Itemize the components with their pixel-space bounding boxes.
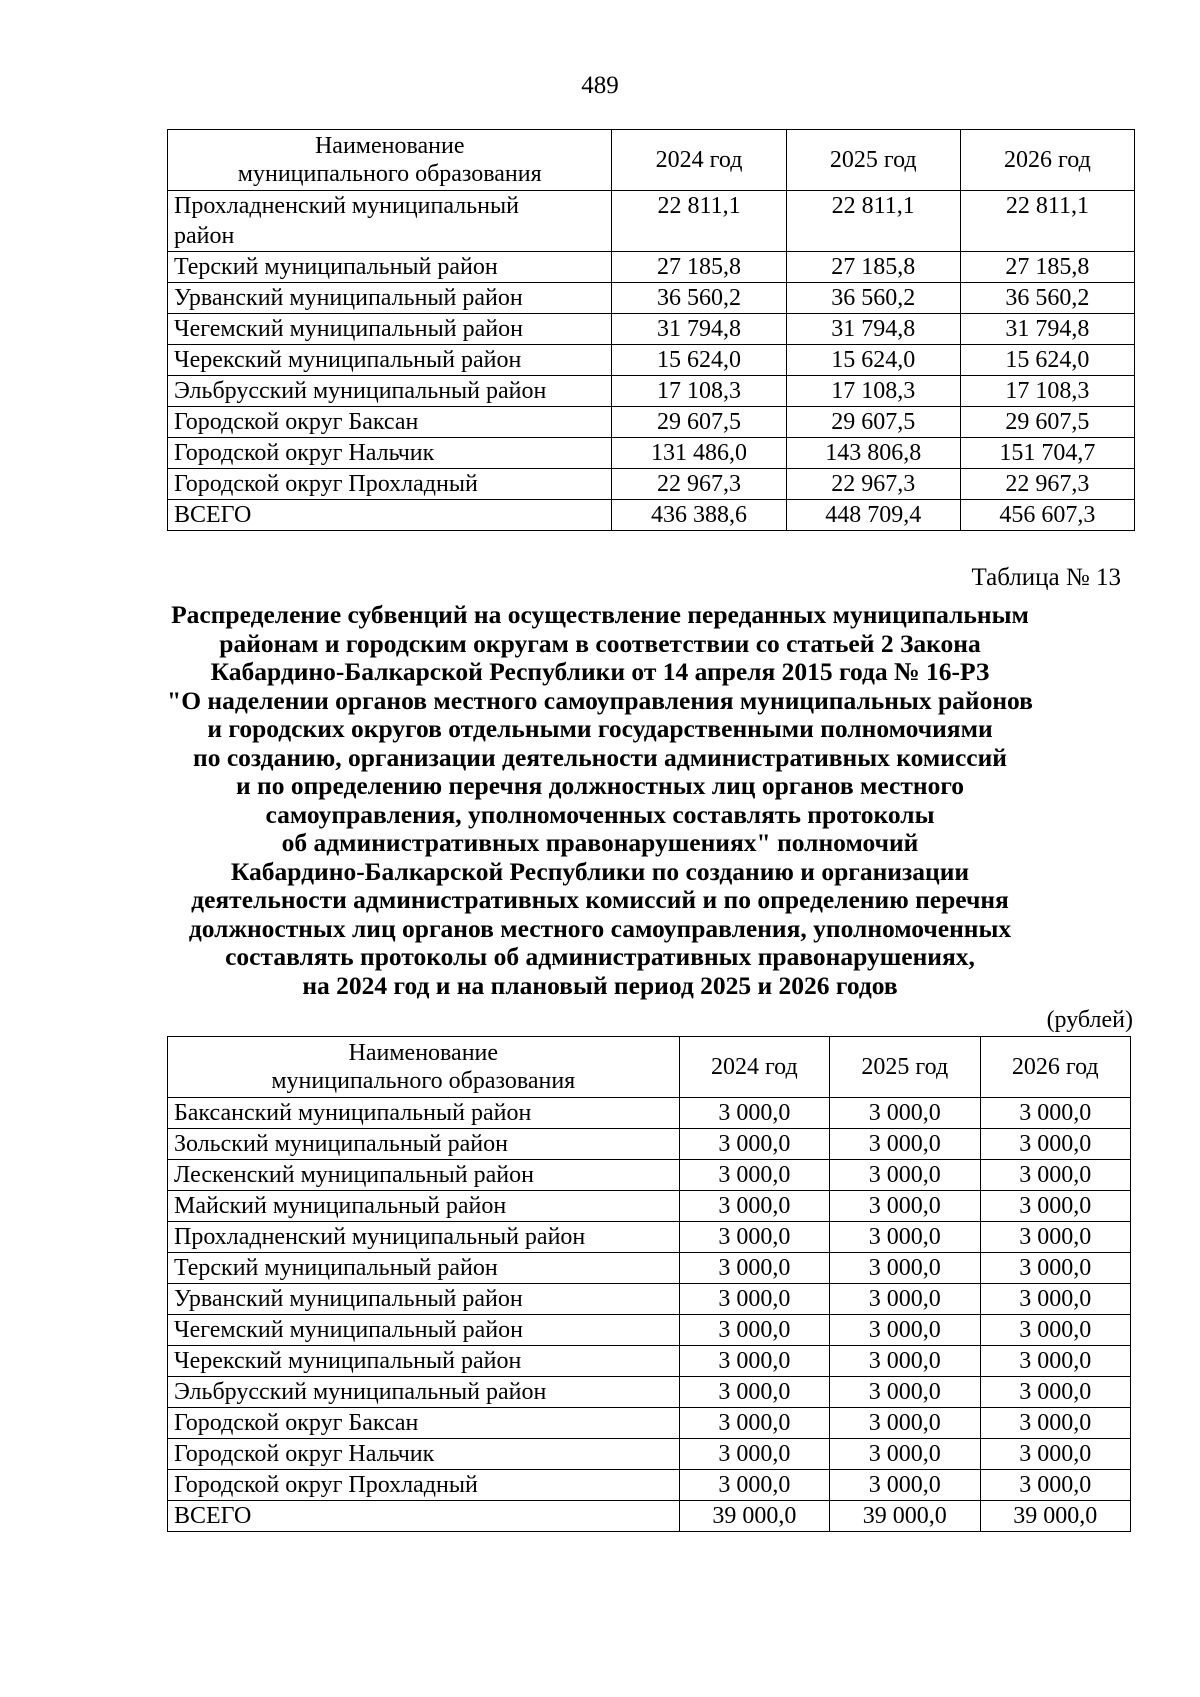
title-line: составлять протоколы об административных правонарушениях, [225,942,975,971]
value-2025-cell: 29 607,5 [786,407,960,438]
value-2024-cell: 3 000,0 [679,1470,829,1501]
value-2025-cell: 3 000,0 [830,1222,980,1253]
table-row [168,376,1135,407]
table-title [120,601,1080,1000]
value-2026-cell: 22 811,1 [960,191,1134,252]
municipality-cell: Городской округ Нальчик [168,1439,680,1470]
title-line: "О наделении органов местного самоуправления муниципальных районов [167,685,1033,715]
value-2026-cell: 3 000,0 [980,1160,1130,1191]
table-body [168,1098,1131,1532]
title-line: Распределение субвенций на осуществление переданных муниципальным [171,600,1029,629]
value-2024-cell: 3 000,0 [679,1129,829,1160]
header-municipality: Наименование муниципального образования [168,1037,680,1098]
value-2024-cell: 3 000,0 [679,1191,829,1222]
value-2026-cell: 3 000,0 [980,1470,1130,1501]
municipality-cell: Терский муниципальный район [168,252,612,283]
value-2025-cell: 3 000,0 [830,1160,980,1191]
table-row [168,1098,1131,1129]
table-row [168,191,1135,252]
units-label: (рублей) [1046,1007,1133,1033]
value-2026-cell: 3 000,0 [980,1315,1130,1346]
value-2024-cell: 3 000,0 [679,1098,829,1129]
table-row [168,1222,1131,1253]
table-body [168,191,1135,531]
value-2025-cell: 3 000,0 [830,1439,980,1470]
value-2024-cell: 36 560,2 [612,283,786,314]
municipality-cell: Прохладненский муниципальный район [168,191,612,252]
table-row [168,1315,1131,1346]
municipality-cell: Баксанский муниципальный район [168,1098,680,1129]
table-row [168,345,1135,376]
header-2025: 2025 год [830,1037,980,1098]
municipality-cell: ВСЕГО [168,1501,680,1532]
table-row [168,252,1135,283]
value-2024-cell: 131 486,0 [612,438,786,469]
table-row [168,1253,1131,1284]
value-2026-cell: 3 000,0 [980,1346,1130,1377]
value-2024-cell: 39 000,0 [679,1501,829,1532]
value-2026-cell: 3 000,0 [980,1098,1130,1129]
value-2024-cell: 3 000,0 [679,1439,829,1470]
value-2025-cell: 3 000,0 [830,1191,980,1222]
value-2026-cell: 3 000,0 [980,1284,1130,1315]
value-2025-cell: 27 185,8 [786,252,960,283]
header-2025: 2025 год [786,130,960,191]
value-2025-cell: 15 624,0 [786,345,960,376]
value-2026-cell: 17 108,3 [960,376,1134,407]
value-2024-cell: 3 000,0 [679,1284,829,1315]
table-row [168,1191,1131,1222]
value-2025-cell: 143 806,8 [786,438,960,469]
municipality-cell: Эльбрусский муниципальный район [168,1377,680,1408]
table-row [168,1160,1131,1191]
value-2025-cell: 22 811,1 [786,191,960,252]
value-2026-cell: 3 000,0 [980,1129,1130,1160]
value-2026-cell: 36 560,2 [960,283,1134,314]
value-2026-cell: 3 000,0 [980,1408,1130,1439]
municipality-cell: Городской округ Баксан [168,407,612,438]
value-2025-cell: 3 000,0 [830,1408,980,1439]
table-row [168,469,1135,500]
value-2026-cell: 3 000,0 [980,1191,1130,1222]
table-row [168,438,1135,469]
table-number: Таблица № 13 [971,564,1121,591]
value-2025-cell: 3 000,0 [830,1377,980,1408]
value-2025-cell: 448 709,4 [786,500,960,531]
municipality-cell: Лескенский муниципальный район [168,1160,680,1191]
municipality-cell: Черекский муниципальный район [168,1346,680,1377]
table-row [168,314,1135,345]
value-2025-cell: 3 000,0 [830,1284,980,1315]
value-2026-cell: 39 000,0 [980,1501,1130,1532]
value-2026-cell: 27 185,8 [960,252,1134,283]
title-line: Кабардино-Балкарской Республики по созданию и организации [230,856,970,886]
municipality-cell: Городской округ Нальчик [168,438,612,469]
municipality-cell: Городской округ Прохладный [168,1470,680,1501]
value-2024-cell: 3 000,0 [679,1315,829,1346]
title-line: районам и городским округам в соответствии со статьей 2 Закона [219,628,981,658]
value-2026-cell: 3 000,0 [980,1222,1130,1253]
table-row [168,500,1135,531]
value-2024-cell: 3 000,0 [679,1222,829,1253]
header-2026: 2026 год [980,1037,1130,1098]
table-header [168,130,1135,191]
title-line: на 2024 год и на плановый период 2025 и 2026 годов [302,970,898,1000]
value-2024-cell: 3 000,0 [679,1408,829,1439]
table-row [168,1470,1131,1501]
title-line: деятельности административных комиссий и по определению перечня [191,885,1009,914]
title-line: и городских округов отдельными государственными полномочиями [207,714,993,743]
value-2025-cell: 36 560,2 [786,283,960,314]
allocation-table-continued [167,129,1135,531]
municipality-cell: Терский муниципальный район [168,1253,680,1284]
table-row [168,1501,1131,1532]
municipality-cell: Чегемский муниципальный район [168,1315,680,1346]
value-2024-cell: 436 388,6 [612,500,786,531]
value-2024-cell: 17 108,3 [612,376,786,407]
municipality-cell: Урванский муниципальный район [168,1284,680,1315]
value-2026-cell: 456 607,3 [960,500,1134,531]
value-2024-cell: 15 624,0 [612,345,786,376]
title-line: об административных правонарушениях" полномочий [281,828,919,857]
header-2024: 2024 год [679,1037,829,1098]
municipality-cell: Майский муниципальный район [168,1191,680,1222]
title-line: самоуправления, уполномоченных составлять протоколы [265,799,935,829]
municipality-cell: Прохладненский муниципальный район [168,1222,680,1253]
value-2025-cell: 3 000,0 [830,1253,980,1284]
value-2026-cell: 151 704,7 [960,438,1134,469]
value-2024-cell: 27 185,8 [612,252,786,283]
value-2025-cell: 3 000,0 [830,1315,980,1346]
value-2025-cell: 39 000,0 [830,1501,980,1532]
header-2024: 2024 год [612,130,786,191]
table-row [168,407,1135,438]
header-2026: 2026 год [960,130,1134,191]
municipality-cell: Городской округ Прохладный [168,469,612,500]
value-2025-cell: 22 967,3 [786,469,960,500]
municipality-cell: Эльбрусский муниципальный район [168,376,612,407]
allocation-table-13 [167,1036,1131,1532]
title-line: по созданию, организации деятельности административных комиссий [193,742,1007,772]
value-2025-cell: 3 000,0 [830,1470,980,1501]
header-municipality: Наименование муниципального образования [168,130,612,191]
value-2025-cell: 3 000,0 [830,1129,980,1160]
table-row [168,1346,1131,1377]
value-2026-cell: 22 967,3 [960,469,1134,500]
title-line: и по определению перечня должностных лиц органов местного [235,771,965,800]
table-row [168,283,1135,314]
value-2024-cell: 3 000,0 [679,1377,829,1408]
value-2025-cell: 17 108,3 [786,376,960,407]
title-line: должностных лиц органов местного самоуправления, уполномоченных [188,913,1012,943]
municipality-cell: Чегемский муниципальный район [168,314,612,345]
value-2026-cell: 3 000,0 [980,1253,1130,1284]
value-2024-cell: 31 794,8 [612,314,786,345]
municipality-cell: Урванский муниципальный район [168,283,612,314]
value-2024-cell: 22 811,1 [612,191,786,252]
value-2025-cell: 3 000,0 [830,1098,980,1129]
table-row [168,1129,1131,1160]
value-2024-cell: 3 000,0 [679,1253,829,1284]
table-row [168,1284,1131,1315]
table-header [168,1037,1131,1098]
table-row [168,1377,1131,1408]
table-row [168,1439,1131,1470]
title-line: Кабардино-Балкарской Республики от 14 апреля 2015 года № 16-РЗ [210,657,990,686]
municipality-cell: ВСЕГО [168,500,612,531]
value-2024-cell: 22 967,3 [612,469,786,500]
value-2024-cell: 3 000,0 [679,1346,829,1377]
municipality-cell: Городской округ Баксан [168,1408,680,1439]
value-2026-cell: 29 607,5 [960,407,1134,438]
value-2025-cell: 3 000,0 [830,1346,980,1377]
municipality-cell: Черекский муниципальный район [168,345,612,376]
value-2026-cell: 31 794,8 [960,314,1134,345]
value-2025-cell: 31 794,8 [786,314,960,345]
municipality-cell: Зольский муниципальный район [168,1129,680,1160]
page-number: 489 [581,72,619,99]
value-2026-cell: 3 000,0 [980,1439,1130,1470]
value-2026-cell: 15 624,0 [960,345,1134,376]
value-2026-cell: 3 000,0 [980,1377,1130,1408]
value-2024-cell: 29 607,5 [612,407,786,438]
table-row [168,1408,1131,1439]
value-2024-cell: 3 000,0 [679,1160,829,1191]
